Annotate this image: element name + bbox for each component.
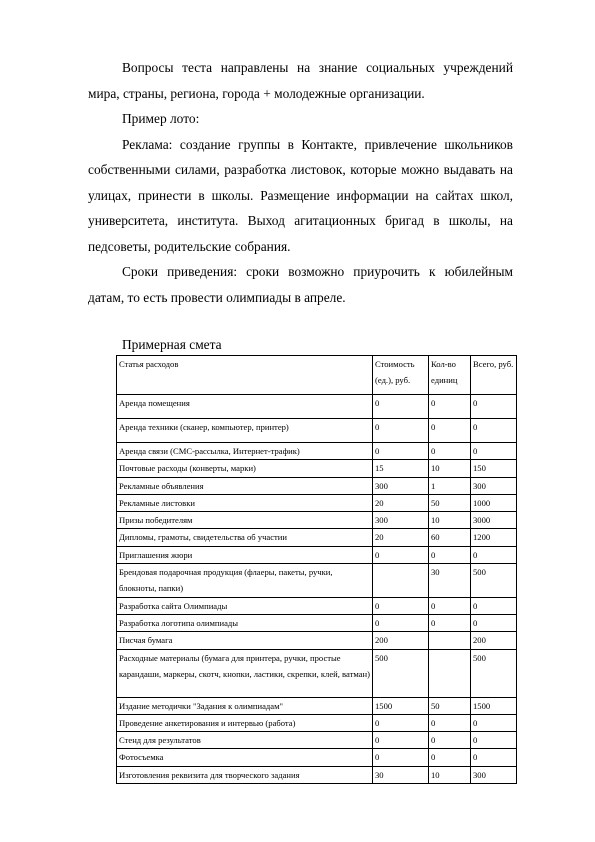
cell-unit-cost: 30: [373, 766, 429, 783]
cell-unit-cost: 0: [373, 732, 429, 749]
cell-quantity: 0: [429, 597, 471, 614]
cell-expense-item: Аренда техники (сканер, компьютер, принтер): [117, 419, 373, 443]
cell-quantity: 0: [429, 749, 471, 766]
cell-quantity: 0: [429, 614, 471, 631]
cell-total: 0: [471, 749, 517, 766]
cell-quantity: 0: [429, 395, 471, 419]
paragraph-schedule: Сроки приведения: сроки возможно приурочить к юбилейным датам, то есть провести олимпиады в апреле.: [88, 264, 513, 305]
cell-expense-item: Рекламные листовки: [117, 494, 373, 511]
table-row: [117, 632, 517, 649]
estimate-table: [116, 355, 517, 784]
cell-unit-cost: 20: [373, 529, 429, 546]
cell-unit-cost: 0: [373, 419, 429, 443]
cell-total: 1500: [471, 697, 517, 714]
cell-expense-item: Изготовления реквизита для творческого задания: [117, 766, 373, 783]
cell-quantity: 50: [429, 697, 471, 714]
cell-quantity: 50: [429, 494, 471, 511]
cell-expense-item: Призы победителям: [117, 512, 373, 529]
table-row: [117, 395, 517, 419]
table-row: [117, 529, 517, 546]
cell-quantity: 0: [429, 546, 471, 563]
cell-quantity: 1: [429, 477, 471, 494]
body-text: [88, 55, 513, 310]
cell-quantity: 0: [429, 732, 471, 749]
table-header-row: [117, 356, 517, 395]
cell-expense-item: Рекламные объявления: [117, 477, 373, 494]
paragraph-lotto-example: Пример лото:: [122, 111, 200, 126]
cell-expense-item: Брендовая подарочная продукция (флаеры, пакеты, ручки, блокноты, папки): [117, 564, 373, 598]
cell-expense-item: Приглашения жюри: [117, 546, 373, 563]
cell-total: 0: [471, 597, 517, 614]
cell-expense-item: Аренда связи (СМС-рассылка, Интернет-трафик): [117, 443, 373, 460]
cell-total: 1000: [471, 494, 517, 511]
cell-expense-item: Разработка сайта Олимпиады: [117, 597, 373, 614]
cell-total: 300: [471, 766, 517, 783]
cell-quantity: 0: [429, 419, 471, 443]
cell-unit-cost: 0: [373, 597, 429, 614]
table-row: [117, 494, 517, 511]
header-quantity: Кол-во единиц: [429, 356, 471, 395]
cell-quantity: 60: [429, 529, 471, 546]
paragraph-test-questions: Вопросы теста направлены на знание социальных учреждений мира, страны, региона, города + молодежные организации.: [88, 60, 513, 101]
cell-expense-item: Расходные материалы (бумага для принтера, ручки, простые карандаши, маркеры, скотч, кнопки, ластики, скрепки, клей, ватман): [117, 649, 373, 697]
cell-total: 0: [471, 546, 517, 563]
cell-total: 0: [471, 395, 517, 419]
paragraph-advertising: Реклама: создание группы в Контакте, привлечение школьников собственными силами, разработка листовок, которые можно выдавать на улицах, принести в школы. Размещение информации на сайтах школ, университета, института. Выход агитационных бригад в школы, на педсоветы, родительские собрания.: [88, 136, 513, 254]
cell-expense-item: Издание методички "Задания к олимпиадам": [117, 697, 373, 714]
table-row: [117, 732, 517, 749]
cell-total: 0: [471, 614, 517, 631]
cell-unit-cost: 0: [373, 546, 429, 563]
cell-expense-item: Писчая бумага: [117, 632, 373, 649]
cell-unit-cost: [373, 564, 429, 598]
header-total: Всего, руб.: [471, 356, 517, 395]
cell-unit-cost: 0: [373, 614, 429, 631]
cell-quantity: 30: [429, 564, 471, 598]
cell-quantity: 10: [429, 460, 471, 477]
table-row: [117, 597, 517, 614]
cell-unit-cost: 300: [373, 477, 429, 494]
cell-total: 1200: [471, 529, 517, 546]
cell-quantity: 0: [429, 714, 471, 731]
table-row: [117, 419, 517, 443]
cell-expense-item: Разработка логотипа олимпиады: [117, 614, 373, 631]
cell-expense-item: Проведение анкетирования и интервью (работа): [117, 714, 373, 731]
cell-unit-cost: 15: [373, 460, 429, 477]
cell-quantity: 0: [429, 443, 471, 460]
cell-expense-item: Стенд для результатов: [117, 732, 373, 749]
cell-unit-cost: 0: [373, 714, 429, 731]
cell-unit-cost: 0: [373, 443, 429, 460]
cell-total: 200: [471, 632, 517, 649]
table-caption: Примерная смета: [122, 337, 222, 352]
cell-expense-item: Аренда помещения: [117, 395, 373, 419]
table-row: [117, 614, 517, 631]
table-row: [117, 477, 517, 494]
table-row: [117, 649, 517, 697]
cell-expense-item: Дипломы, грамоты, свидетельства об участии: [117, 529, 373, 546]
cell-unit-cost: 200: [373, 632, 429, 649]
table-row: [117, 697, 517, 714]
table-row: [117, 749, 517, 766]
cell-total: 0: [471, 714, 517, 731]
cell-total: 300: [471, 477, 517, 494]
cell-total: 150: [471, 460, 517, 477]
table-row: [117, 714, 517, 731]
cell-total: 3000: [471, 512, 517, 529]
cell-quantity: 10: [429, 766, 471, 783]
cell-total: 0: [471, 732, 517, 749]
cell-quantity: 10: [429, 512, 471, 529]
cell-unit-cost: 1500: [373, 697, 429, 714]
cell-unit-cost: 20: [373, 494, 429, 511]
cell-total: 500: [471, 564, 517, 598]
cell-unit-cost: 300: [373, 512, 429, 529]
table-row: [117, 460, 517, 477]
cell-expense-item: Почтовые расходы (конверты, марки): [117, 460, 373, 477]
header-expense-item: Статья расходов: [117, 356, 373, 395]
table-row: [117, 512, 517, 529]
cell-unit-cost: 500: [373, 649, 429, 697]
table-row: [117, 546, 517, 563]
cell-quantity: [429, 632, 471, 649]
cell-total: 0: [471, 419, 517, 443]
header-unit-cost: Стоимость (ед.), руб.: [373, 356, 429, 395]
cell-unit-cost: 0: [373, 395, 429, 419]
table-row: [117, 564, 517, 598]
cell-total: 0: [471, 443, 517, 460]
cell-unit-cost: 0: [373, 749, 429, 766]
cell-quantity: [429, 649, 471, 697]
table-row: [117, 766, 517, 783]
table-row: [117, 443, 517, 460]
cell-expense-item: Фотосъемка: [117, 749, 373, 766]
cell-total: 500: [471, 649, 517, 697]
